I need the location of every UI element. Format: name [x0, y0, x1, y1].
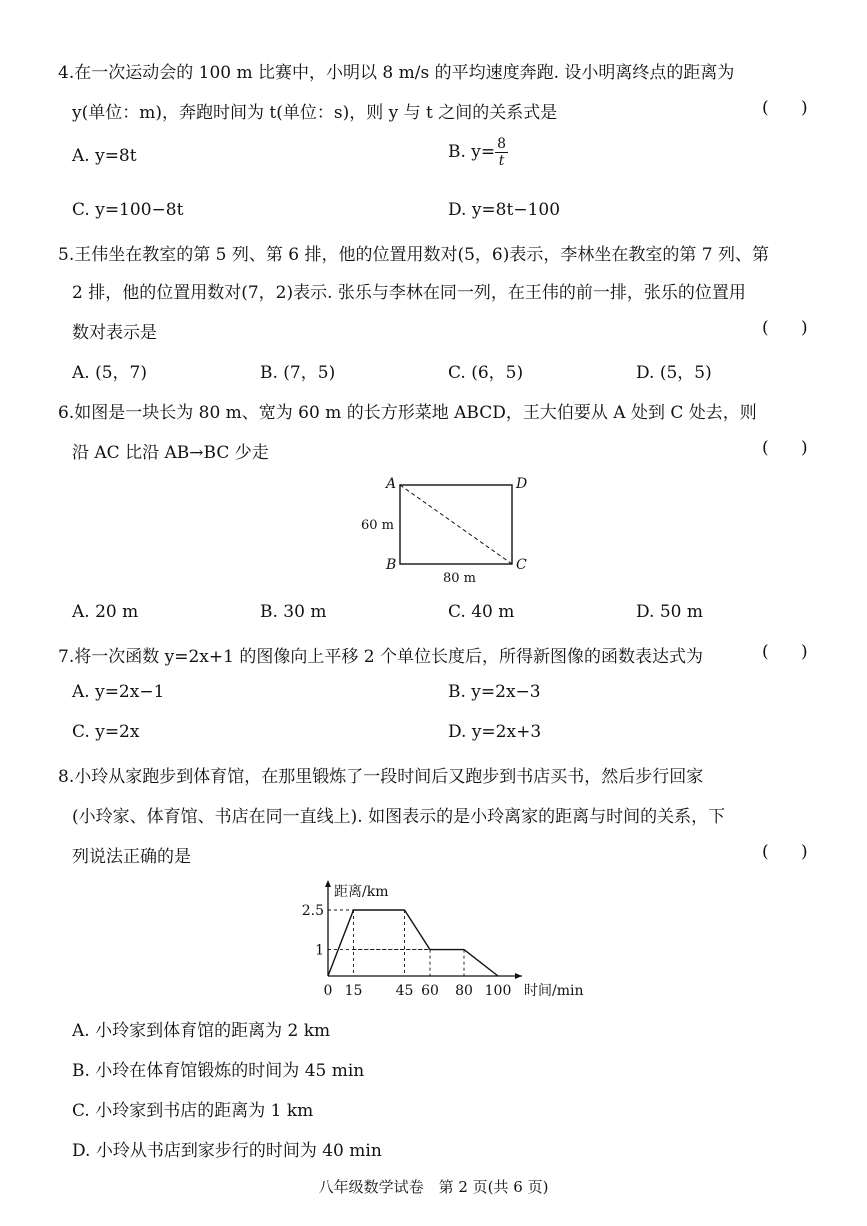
q4-stem-line1: 4.在一次运动会的 100 m 比赛中，小明以 8 m/s 的平均速度奔跑. 设小明离终点的距离为 — [58, 63, 735, 83]
x-axis-label: 时间/min — [524, 983, 584, 999]
q8-answer-paren: ( ) — [762, 842, 808, 862]
vertex-label-d: D — [516, 476, 528, 492]
q5-option-a: A. (5，7) — [72, 363, 147, 383]
series-segment-0 — [328, 910, 354, 976]
q5-option-c: C. (6，5) — [448, 363, 524, 383]
side-length-label: 60 m — [361, 518, 395, 533]
page-footer: 八年级数学试卷 第 2 页(共 6 页) — [318, 1178, 549, 1196]
x-tick-label-3: 60 — [421, 983, 439, 999]
q6-option-d: D. 50 m — [636, 602, 703, 622]
q5-stem-line2: 2 排，他的位置用数对(7，2)表示. 张乐与李林在同一列，在王伟的前一排，张乐的位置用 — [72, 283, 746, 303]
q7-option-d: D. y=2x+3 — [448, 722, 542, 742]
x-tick-label-1: 15 — [344, 983, 363, 999]
y-axis-label: 距离/km — [334, 884, 389, 900]
bottom-length-label: 80 m — [443, 571, 477, 586]
q8-option-b: B. 小玲在体育馆锻炼的时间为 45 min — [72, 1061, 365, 1081]
q4-answer-paren: ( ) — [762, 98, 808, 118]
q4-option-a: A. y=8t — [72, 146, 137, 166]
q4-option-b-fraction — [495, 136, 508, 169]
q8-stem-line1: 8.小玲从家跑步到体育馆，在那里锻炼了一段时间后又跑步到书店买书，然后步行回家 — [58, 767, 704, 787]
q8-stem-line2: (小玲家、体育馆、书店在同一直线上). 如图表示的是小玲离家的距离与时间的关系，下 — [72, 807, 726, 827]
q7-stem-line1: 7.将一次函数 y=2x+1 的图像向上平移 2 个单位长度后，所得新图像的函数表达式为 — [58, 647, 703, 667]
q6-answer-paren: ( ) — [762, 438, 808, 458]
q6-rectangle-figure — [355, 472, 545, 587]
q5-option-b: B. (7，5) — [260, 363, 336, 383]
q6-option-b: B. 30 m — [260, 602, 327, 622]
series-segment-2 — [405, 910, 431, 950]
series-segment-4 — [464, 950, 498, 976]
q5-answer-paren: ( ) — [762, 318, 808, 338]
chart-tick-labels — [302, 903, 512, 999]
q8-stem-line3: 列说法正确的是 — [72, 847, 191, 867]
q6-option-a: A. 20 m — [72, 602, 139, 622]
x-tick-label-2: 45 — [395, 983, 414, 999]
y-axis-arrow — [325, 880, 331, 887]
vertex-label-c: C — [516, 557, 527, 573]
chart-guide-lines — [328, 910, 464, 976]
q6-stem-line1: 6.如图是一块长为 80 m、宽为 60 m 的长方形菜地 ABCD，王大伯要从 A 处到 C 处去，则 — [58, 403, 757, 423]
q7-option-a: A. y=2x−1 — [72, 682, 165, 702]
q6-stem-line2: 沿 AC 比沿 AB→BC 少走 — [72, 443, 269, 463]
q5-stem-line1: 5.王伟坐在教室的第 5 列、第 6 排，他的位置用数对(5，6)表示，李林坐在教室的第 7 列、第 — [58, 245, 769, 265]
q4-stem-line2: y(单位：m)，奔跑时间为 t(单位：s)，则 y 与 t 之间的关系式是 — [72, 103, 558, 123]
q7-option-c: C. y=2x — [72, 722, 140, 742]
q8-option-a: A. 小玲家到体育馆的距离为 2 km — [72, 1021, 331, 1041]
distance-time-chart — [290, 876, 610, 1004]
q5-stem-line3: 数对表示是 — [72, 323, 157, 343]
rectangle-abcd — [400, 485, 512, 564]
q8-option-d: D. 小玲从书店到家步行的时间为 40 min — [72, 1141, 382, 1161]
q4-option-c: C. y=100−8t — [72, 200, 184, 220]
q4-option-b-prefix: B. y= — [448, 142, 496, 162]
y-tick-label-1: 2.5 — [301, 903, 324, 919]
q7-answer-paren: ( ) — [762, 642, 808, 662]
q4-option-b-denominator: t — [498, 153, 505, 169]
x-tick-label-4: 80 — [455, 983, 473, 999]
q5-option-d: D. (5，5) — [636, 363, 712, 383]
vertex-label-a: A — [386, 476, 397, 492]
q4-option-b-numerator: 8 — [497, 136, 507, 152]
diagonal-ac — [400, 485, 512, 564]
q7-option-b: B. y=2x−3 — [448, 682, 541, 702]
x-tick-label-0: 0 — [323, 983, 333, 999]
x-axis-arrow — [515, 973, 522, 979]
q6-option-c: C. 40 m — [448, 602, 515, 622]
q4-option-b — [448, 136, 508, 169]
q8-option-c: C. 小玲家到书店的距离为 1 km — [72, 1101, 314, 1121]
y-tick-label-0: 1 — [315, 942, 324, 959]
x-tick-label-5: 100 — [484, 983, 512, 999]
q4-option-d: D. y=8t−100 — [448, 200, 561, 220]
vertex-label-b: B — [386, 557, 397, 573]
